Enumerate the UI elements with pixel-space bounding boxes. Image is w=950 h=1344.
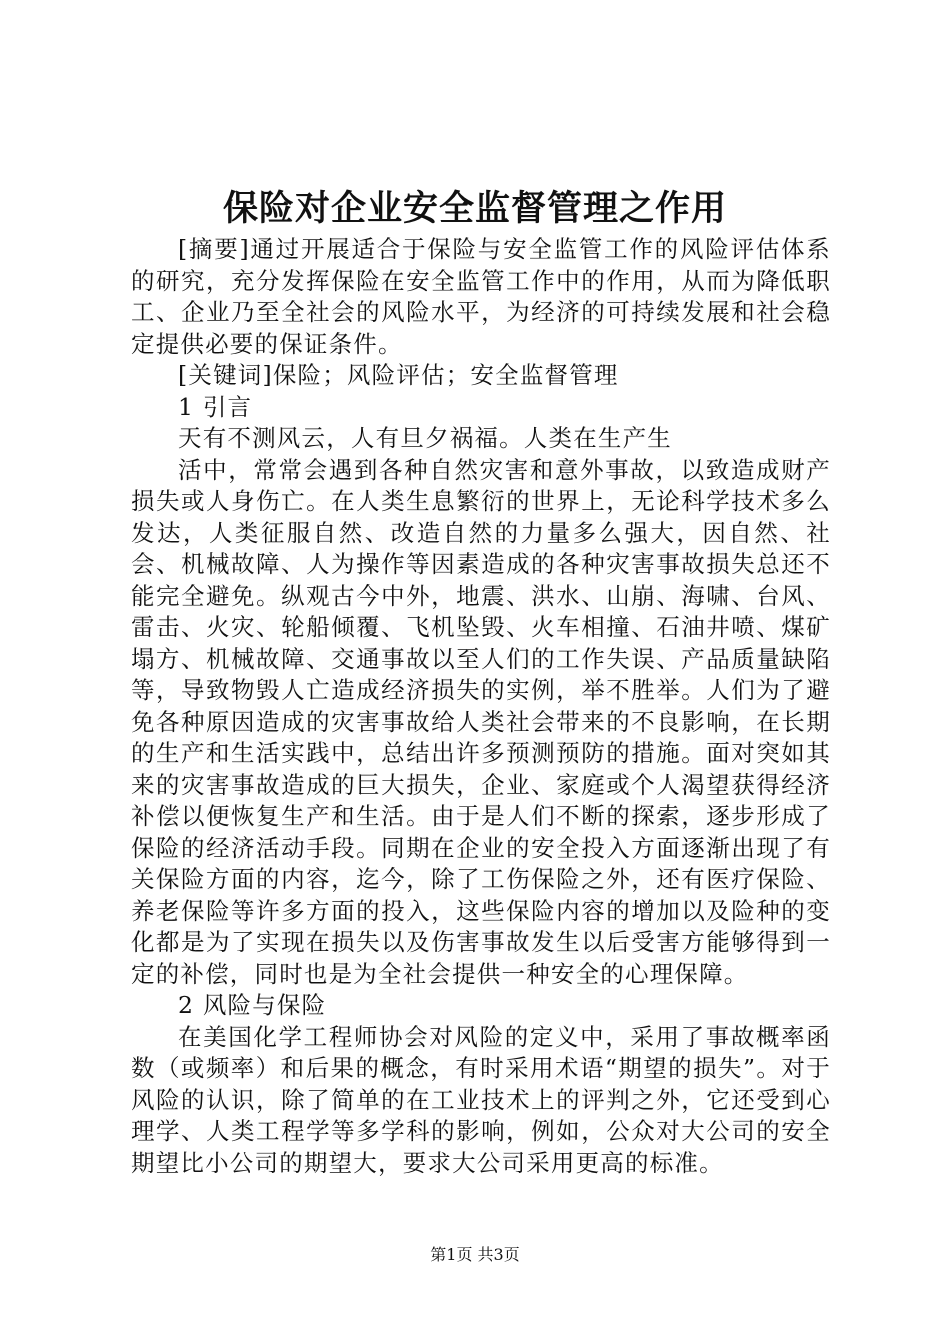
document-title: 保险对企业安全监督管理之作用	[222, 188, 727, 229]
section2-heading: 2 风险与保险	[178, 991, 327, 1019]
abstract-paragraph: [摘要]通过开展适合于保险与安全监管工作的风险评估体系的研究，充分发挥保险在安全监管工作中的作用，从而为降低职工、企业乃至全社会的风险水平，为经济的可持续发展和社会稳定提供必要的保证条件。	[131, 235, 831, 358]
section1-paragraph: 活中，常常会遇到各种自然灾害和意外事故，以致造成财产损失或人身伤亡。在人类生息繁衍的世界上，无论科学技术多么发达，人类征服自然、改造自然的力量多么强大，因自然、社会、机械故障、人为操作等因素造成的各种灾害事故损失总还不能完全避免。纵观古今中外，地震、洪水、山崩、海啸、台风、雷击、火灾、轮船倾覆、飞机坠毁、火车相撞、石油井喷、煤矿塌方、机械故障、交通事故以至人们的工作失误、产品质量缺陷等，导致物毁人亡造成经济损失的实例，举不胜举。人们为了避免各种原因造成的灾害事故给人类社会带来的不良影响，在长期的生产和生活实践中，总结出许多预测预防的措施。面对突如其来的灾害事故造成的巨大损失，企业、家庭或个人渴望获得经济补偿以便恢复生产和生活。由于是人们不断的探索，逐步形成了保险的经济活动手段。同期在企业的安全投入方面逐渐出现了有关保险方面的内容，迄今，除了工伤保险之外，还有医疗保险、养老保险等许多方面的投入，这些保险内容的增加以及险种的变化都是为了实现在损失以及伤害事故发生以后受害方能够得到一定的补偿，同时也是为全社会提供一种安全的心理保障。	[131, 455, 831, 988]
section1-first-line: 天有不测风云，人有旦夕祸福。人类在生产生	[178, 424, 672, 452]
document-body	[131, 234, 831, 1179]
section2-paragraph: 在美国化学工程师协会对风险的定义中，采用了事故概率函数（或频率）和后果的概念，有时采用术语“期望的损失”。对于风险的认识，除了简单的在工业技术上的评判之外，它还受到心理学、人类工程学等多学科的影响，例如，公众对大公司的安全期望比小公司的期望大，要求大公司采用更高的标准。	[131, 1022, 831, 1177]
section1-heading: 1 引言	[178, 392, 253, 421]
page-footer: 第1页 共3页	[430, 1245, 520, 1264]
keywords-line: [关键词]保险；风险评估；安全监督管理	[178, 361, 619, 389]
